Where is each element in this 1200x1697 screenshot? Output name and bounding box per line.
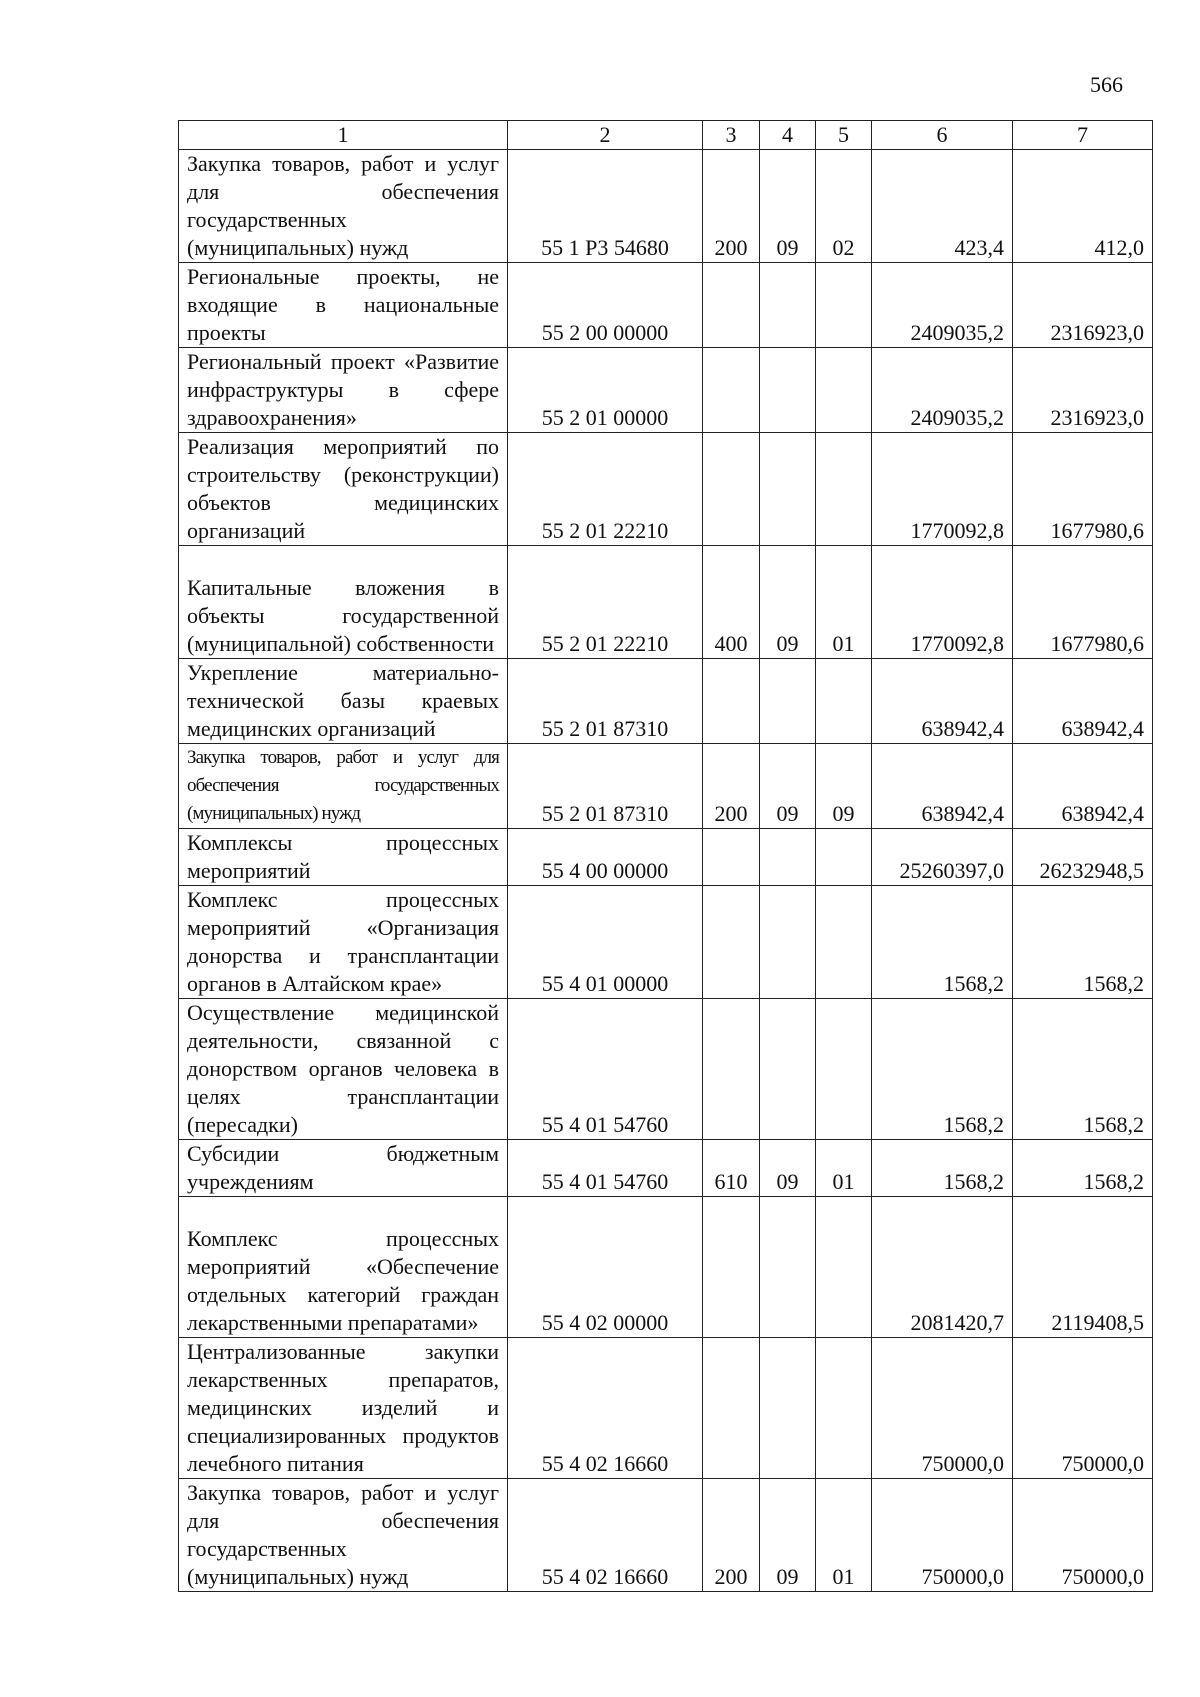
column-header: 7 bbox=[1013, 121, 1153, 150]
amount-col7: 2119408,5 bbox=[1013, 1197, 1153, 1338]
expense-type: 200 bbox=[703, 1479, 760, 1592]
amount-col6: 2409035,2 bbox=[872, 263, 1013, 348]
section-code bbox=[760, 348, 816, 433]
section-code bbox=[760, 829, 816, 886]
expense-name: Закупка товаров, работ и услуг для обеспечения государственных (муниципальных) нужд bbox=[179, 1479, 508, 1592]
amount-col7: 26232948,5 bbox=[1013, 829, 1153, 886]
expense-type: 200 bbox=[703, 744, 760, 829]
target-code: 55 4 01 54760 bbox=[508, 999, 703, 1140]
expense-type bbox=[703, 999, 760, 1140]
table-row bbox=[179, 1479, 1153, 1592]
subsection-code: 09 bbox=[816, 744, 872, 829]
target-code: 55 4 02 00000 bbox=[508, 1197, 703, 1338]
target-code: 55 1 Р3 54680 bbox=[508, 150, 703, 263]
amount-col6: 1568,2 bbox=[872, 886, 1013, 999]
subsection-code bbox=[816, 263, 872, 348]
expense-type bbox=[703, 886, 760, 999]
amount-col7: 750000,0 bbox=[1013, 1479, 1153, 1592]
column-header: 5 bbox=[816, 121, 872, 150]
table-row bbox=[179, 263, 1153, 348]
expense-name: Комплексы процессных мероприятий bbox=[179, 829, 508, 886]
target-code: 55 2 01 87310 bbox=[508, 744, 703, 829]
target-code: 55 4 02 16660 bbox=[508, 1479, 703, 1592]
table-row bbox=[179, 433, 1153, 546]
amount-col7: 1677980,6 bbox=[1013, 433, 1153, 546]
amount-col6: 2409035,2 bbox=[872, 348, 1013, 433]
target-code: 55 2 00 00000 bbox=[508, 263, 703, 348]
column-header: 1 bbox=[179, 121, 508, 150]
page-number: 566 bbox=[1090, 72, 1123, 97]
expense-name: Закупка товаров, работ и услуг для обеспечения государственных (муниципальных) нужд bbox=[179, 150, 508, 263]
section-code bbox=[760, 1197, 816, 1338]
amount-col6: 1770092,8 bbox=[872, 433, 1013, 546]
section-code: 09 bbox=[760, 1140, 816, 1197]
expense-name: Капитальные вложения в объекты государственной (муниципальной) собственности bbox=[179, 546, 508, 659]
section-code bbox=[760, 1338, 816, 1479]
table-row bbox=[179, 348, 1153, 433]
expense-type: 200 bbox=[703, 150, 760, 263]
expense-type: 610 bbox=[703, 1140, 760, 1197]
amount-col6: 25260397,0 bbox=[872, 829, 1013, 886]
header-row bbox=[179, 121, 1153, 150]
table-row bbox=[179, 546, 1153, 659]
table-row bbox=[179, 999, 1153, 1140]
expense-name: Реализация мероприятий по строительству (реконструкции) объектов медицинских организаций bbox=[179, 433, 508, 546]
expense-name: Закупка товаров, работ и услуг для обеспечения государственных (муниципальных) нужд bbox=[179, 744, 508, 829]
amount-col7: 412,0 bbox=[1013, 150, 1153, 263]
target-code: 55 2 01 22210 bbox=[508, 546, 703, 659]
amount-col7: 2316923,0 bbox=[1013, 348, 1153, 433]
subsection-code bbox=[816, 1197, 872, 1338]
target-code: 55 2 01 87310 bbox=[508, 659, 703, 744]
amount-col7: 2316923,0 bbox=[1013, 263, 1153, 348]
amount-col7: 638942,4 bbox=[1013, 659, 1153, 744]
expense-type bbox=[703, 263, 760, 348]
table-row bbox=[179, 1338, 1153, 1479]
section-code: 09 bbox=[760, 546, 816, 659]
section-code bbox=[760, 659, 816, 744]
amount-col7: 1568,2 bbox=[1013, 1140, 1153, 1197]
column-header: 2 bbox=[508, 121, 703, 150]
target-code: 55 2 01 22210 bbox=[508, 433, 703, 546]
amount-col7: 638942,4 bbox=[1013, 744, 1153, 829]
expense-name: Региональные проекты, не входящие в национальные проекты bbox=[179, 263, 508, 348]
expense-type: 400 bbox=[703, 546, 760, 659]
amount-col6: 1770092,8 bbox=[872, 546, 1013, 659]
subsection-code bbox=[816, 886, 872, 999]
subsection-code bbox=[816, 659, 872, 744]
table-row bbox=[179, 1197, 1153, 1338]
amount-col6: 638942,4 bbox=[872, 744, 1013, 829]
amount-col6: 750000,0 bbox=[872, 1338, 1013, 1479]
expense-type bbox=[703, 348, 760, 433]
subsection-code bbox=[816, 433, 872, 546]
section-code bbox=[760, 433, 816, 546]
subsection-code bbox=[816, 348, 872, 433]
table-row bbox=[179, 886, 1153, 999]
target-code: 55 4 00 00000 bbox=[508, 829, 703, 886]
budget-table bbox=[178, 120, 1153, 1592]
expense-type bbox=[703, 1197, 760, 1338]
amount-col6: 2081420,7 bbox=[872, 1197, 1013, 1338]
expense-name: Комплекс процессных мероприятий «Организация донорства и трансплантации органов в Алтайском крае» bbox=[179, 886, 508, 999]
column-header: 3 bbox=[703, 121, 760, 150]
amount-col7: 750000,0 bbox=[1013, 1338, 1153, 1479]
expense-name: Укрепление материально-технической базы краевых медицинских организаций bbox=[179, 659, 508, 744]
column-header: 4 bbox=[760, 121, 816, 150]
expense-name: Централизованные закупки лекарственных препаратов, медицинских изделий и специализированных продуктов лечебного питания bbox=[179, 1338, 508, 1479]
expense-type bbox=[703, 1338, 760, 1479]
amount-col7: 1568,2 bbox=[1013, 886, 1153, 999]
subsection-code: 01 bbox=[816, 1140, 872, 1197]
subsection-code bbox=[816, 829, 872, 886]
expense-type bbox=[703, 829, 760, 886]
amount-col6: 1568,2 bbox=[872, 1140, 1013, 1197]
section-code: 09 bbox=[760, 1479, 816, 1592]
column-header: 6 bbox=[872, 121, 1013, 150]
table-row bbox=[179, 744, 1153, 829]
section-code bbox=[760, 999, 816, 1140]
expense-name: Осуществление медицинской деятельности, связанной с донорством органов человека в целях трансплантации (пересадки) bbox=[179, 999, 508, 1140]
amount-col6: 638942,4 bbox=[872, 659, 1013, 744]
amount-col6: 423,4 bbox=[872, 150, 1013, 263]
subsection-code bbox=[816, 999, 872, 1140]
target-code: 55 2 01 00000 bbox=[508, 348, 703, 433]
expense-type bbox=[703, 659, 760, 744]
table-row bbox=[179, 659, 1153, 744]
expense-name: Региональный проект «Развитие инфраструктуры в сфере здравоохранения» bbox=[179, 348, 508, 433]
target-code: 55 4 01 54760 bbox=[508, 1140, 703, 1197]
section-code bbox=[760, 886, 816, 999]
amount-col6: 1568,2 bbox=[872, 999, 1013, 1140]
subsection-code: 01 bbox=[816, 1479, 872, 1592]
target-code: 55 4 02 16660 bbox=[508, 1338, 703, 1479]
target-code: 55 4 01 00000 bbox=[508, 886, 703, 999]
amount-col6: 750000,0 bbox=[872, 1479, 1013, 1592]
table-row bbox=[179, 829, 1153, 886]
section-code: 09 bbox=[760, 150, 816, 263]
table-row bbox=[179, 1140, 1153, 1197]
table-row bbox=[179, 150, 1153, 263]
expense-type bbox=[703, 433, 760, 546]
amount-col7: 1677980,6 bbox=[1013, 546, 1153, 659]
section-code bbox=[760, 263, 816, 348]
subsection-code: 02 bbox=[816, 150, 872, 263]
expense-name: Субсидии бюджетным учреждениям bbox=[179, 1140, 508, 1197]
amount-col7: 1568,2 bbox=[1013, 999, 1153, 1140]
section-code: 09 bbox=[760, 744, 816, 829]
subsection-code bbox=[816, 1338, 872, 1479]
subsection-code: 01 bbox=[816, 546, 872, 659]
expense-name: Комплекс процессных мероприятий «Обеспечение отдельных категорий граждан лекарственными препаратами» bbox=[179, 1197, 508, 1338]
